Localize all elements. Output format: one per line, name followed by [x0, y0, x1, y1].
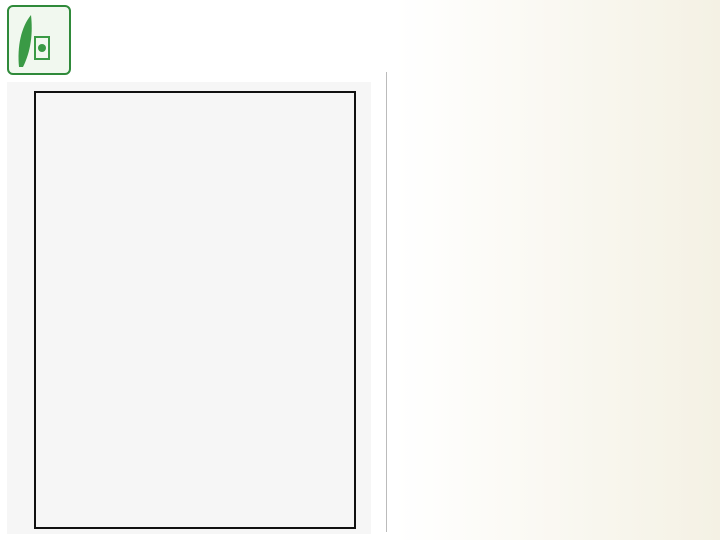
- institute-logo: [7, 5, 71, 75]
- dot-icon: [38, 44, 46, 52]
- logo-emblem-icon: [9, 7, 69, 73]
- column-divider: [386, 72, 387, 532]
- chart-frame: [35, 92, 355, 528]
- leaf-icon: [19, 15, 32, 67]
- bacteria-groups-figure: [7, 82, 371, 534]
- bacteria-groups-chart: [7, 82, 371, 534]
